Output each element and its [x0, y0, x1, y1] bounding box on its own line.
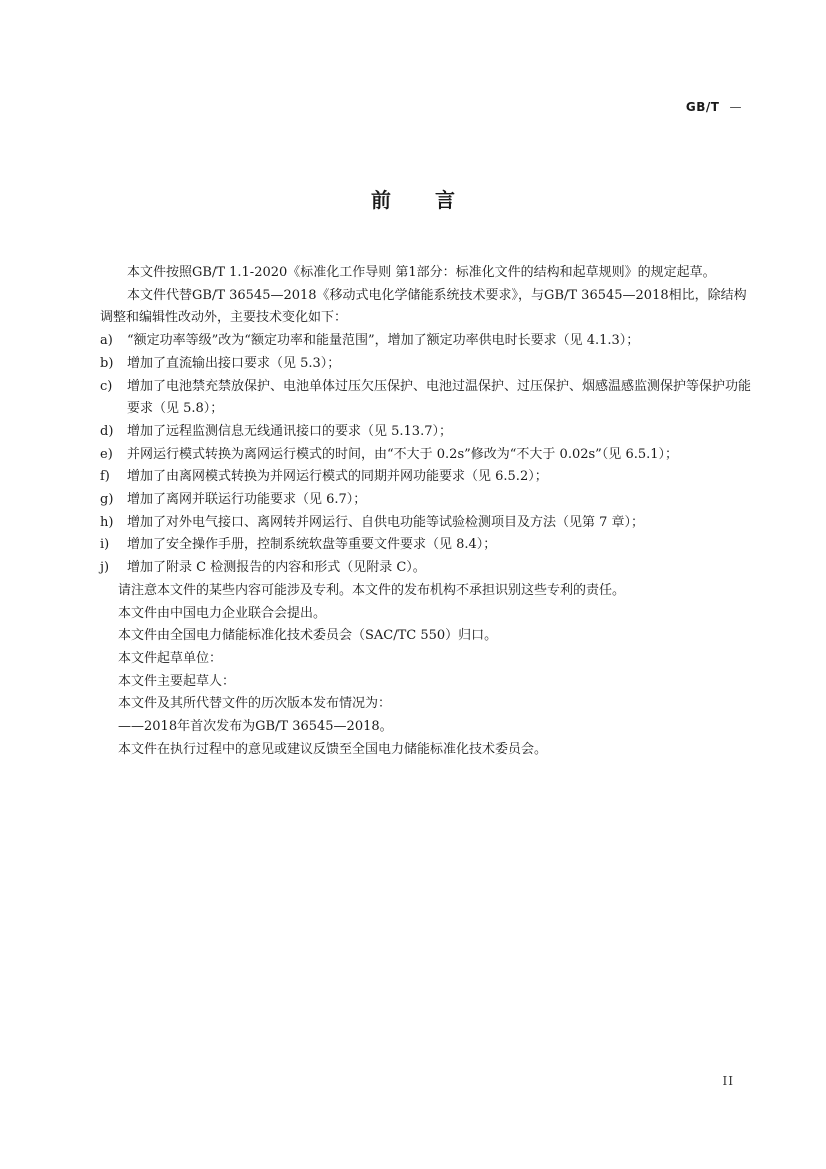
drafters: 本文件主要起草人： — [118, 673, 236, 689]
page-number: II — [722, 1074, 734, 1088]
document-header — [686, 100, 742, 114]
list-text: 增加了直流输出接口要求（见 5.3）； — [127, 355, 341, 371]
version-history-item: ——2018年首次发布为GB/T 36545—2018。 — [118, 719, 393, 735]
list-label: b) — [100, 355, 114, 371]
list-label: a) — [100, 333, 113, 349]
list-item — [100, 330, 752, 353]
list-label: g) — [100, 492, 114, 508]
list-item — [100, 353, 752, 376]
list-item — [100, 534, 752, 557]
paragraph-scope: 本文件按照GB/T 1.1-2020《标准化工作导则 第1部分：标准化文件的结构和起草规则》的规定起草。 — [127, 265, 716, 280]
patent-notice: 请注意本文件的某些内容可能涉及专利。本文件的发布机构不承担识别这些专利的责任。 — [118, 582, 626, 598]
list-label: c) — [100, 378, 113, 394]
version-history-intro: 本文件及其所代替文件的历次版本发布情况为： — [118, 696, 392, 712]
header-dash: — — [729, 100, 742, 114]
proposer-statement: 本文件由中国电力企业联合会提出。 — [118, 605, 327, 621]
list-label: j) — [100, 560, 110, 576]
drafting-units: 本文件起草单位： — [118, 650, 223, 666]
changes-list — [100, 330, 752, 580]
list-label: h) — [100, 514, 114, 530]
foreword-body — [100, 262, 752, 761]
list-text: 增加了电池禁充禁放保护、电池单体过压欠压保护、电池过温保护、过压保护、烟感温感监测保护等保护功能要求（见 5.8）； — [127, 378, 752, 417]
list-text: 增加了由离网模式转换为并网运行模式的同期并网功能要求（见 6.5.2）； — [127, 469, 548, 485]
committee-statement: 本文件由全国电力储能标准化技术委员会（SAC/TC 550）归口。 — [118, 628, 498, 644]
page-title: 前言 — [371, 188, 499, 212]
list-label: e) — [100, 446, 113, 462]
list-text: 增加了安全操作手册，控制系统软盘等重要文件要求（见 8.4）； — [127, 537, 497, 553]
list-text: 并网运行模式转换为离网运行模式的时间，由“不大于 0.2s”修改为“不大于 0.02s”（见 6.5.1）； — [127, 446, 679, 462]
list-label: d) — [100, 423, 114, 439]
list-label: f) — [100, 469, 110, 485]
list-text: 增加了附录 C 检测报告的内容和形式（见附录 C）。 — [127, 560, 426, 576]
list-text: “额定功率等级”改为“额定功率和能量范围”，增加了额定功率供电时长要求（见 4.1.3）； — [127, 333, 640, 349]
list-label: i) — [100, 537, 110, 553]
feedback-statement: 本文件在执行过程中的意见或建议反馈至全国电力储能标准化技术委员会。 — [118, 741, 548, 757]
list-item — [100, 557, 752, 580]
paragraph-replacement: 本文件代替GB/T 36545—2018《移动式电化学储能系统技术要求》，与GB/T 36545—2018相比，除结构调整和编辑性改动外，主要技术变化如下： — [100, 287, 747, 326]
standard-code: GB/T — [685, 100, 720, 114]
list-text: 增加了对外电气接口、离网转并网运行、自供电功能等试验检测项目及方法（见第 7 章）； — [127, 514, 645, 530]
list-text: 增加了离网并联运行功能要求（见 6.7）； — [127, 492, 367, 508]
list-item — [100, 421, 752, 444]
list-item — [100, 512, 752, 535]
list-item — [100, 376, 752, 421]
list-item — [100, 466, 752, 489]
list-item — [100, 444, 752, 467]
list-text: 增加了远程监测信息无线通讯接口的要求（见 5.13.7）； — [127, 423, 452, 439]
list-item — [100, 489, 752, 512]
